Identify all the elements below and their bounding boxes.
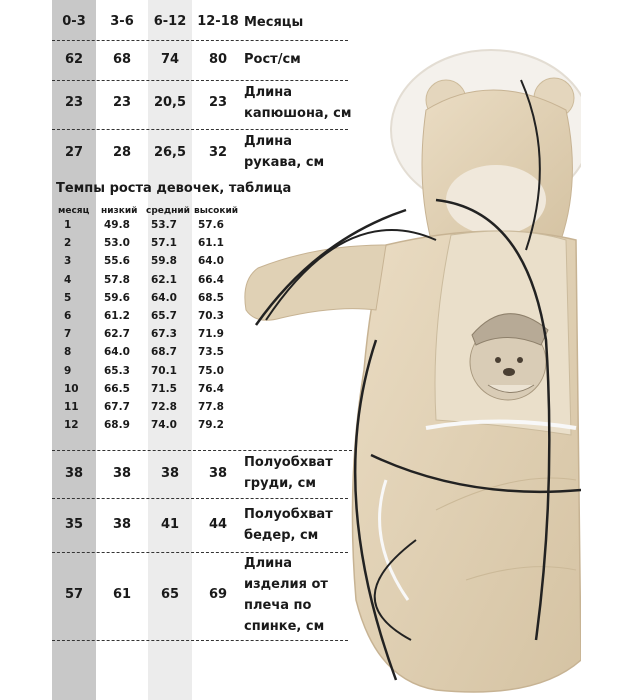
row-label-length-line1: Длина <box>244 556 292 571</box>
growth-value-cell: 73.5 <box>198 346 224 359</box>
growth-value-cell: 67.3 <box>151 328 177 341</box>
growth-value-cell: 61.2 <box>104 310 130 322</box>
cell: 28 <box>112 145 132 160</box>
growth-month-cell: 2 <box>64 237 72 250</box>
growth-value-cell: 57.8 <box>104 273 130 286</box>
growth-month-cell: 4 <box>64 273 72 286</box>
growth-value-cell: 71.9 <box>198 328 224 341</box>
growth-header-mid: средний <box>146 206 190 216</box>
growth-value-cell: 64.0 <box>104 346 130 359</box>
divider <box>52 498 348 499</box>
cell: 38 <box>112 466 132 481</box>
growth-value-cell: 68.5 <box>198 291 224 304</box>
growth-value-cell: 66.5 <box>104 382 130 395</box>
growth-value-cell: 74.0 <box>151 419 177 432</box>
row-label-length-line2: изделия от <box>244 577 328 592</box>
growth-value-cell: 64.0 <box>198 255 224 268</box>
growth-value-cell: 79.2 <box>198 419 224 432</box>
cell: 44 <box>208 517 228 532</box>
cell: 23 <box>64 95 84 110</box>
growth-month-cell: 11 <box>64 401 79 413</box>
cell: 74 <box>160 52 180 67</box>
growth-header-high: высокий <box>194 206 239 216</box>
growth-value-cell: 53.7 <box>151 219 177 231</box>
header-label-months: Месяцы <box>244 15 304 30</box>
cell: 32 <box>208 145 228 160</box>
cell: 69 <box>208 587 228 602</box>
cell: 41 <box>160 517 180 532</box>
growth-value-cell: 68.7 <box>151 346 177 359</box>
growth-value-cell: 59.8 <box>151 255 177 268</box>
row-label-chest-line1: Полуобхват <box>244 455 333 470</box>
cell: 23 <box>112 95 132 110</box>
row-label-length-line3: плеча по <box>244 598 312 613</box>
growth-month-cell: 8 <box>64 346 72 359</box>
cell: 38 <box>64 466 84 481</box>
growth-value-cell: 53.0 <box>104 237 130 250</box>
growth-header-month: месяц <box>58 206 90 216</box>
divider <box>52 80 348 81</box>
growth-value-cell: 62.7 <box>104 328 130 341</box>
growth-value-cell: 55.6 <box>104 255 130 268</box>
cell: 65 <box>160 587 180 602</box>
cell: 61 <box>112 587 132 602</box>
row-label-length-line4: спинке, см <box>244 619 325 634</box>
divider <box>52 450 352 451</box>
growth-month-cell: 1 <box>64 219 72 231</box>
growth-value-cell: 68.9 <box>104 419 130 432</box>
cell: 27 <box>64 145 84 160</box>
header-12-18: 12-18 <box>197 14 239 29</box>
cell: 38 <box>160 466 180 481</box>
divider <box>52 552 348 553</box>
cell: 38 <box>112 517 132 532</box>
growth-value-cell: 57.6 <box>198 219 224 231</box>
growth-value-cell: 71.5 <box>151 382 177 395</box>
cell: 80 <box>208 52 228 67</box>
cell: 57 <box>64 587 84 602</box>
row-label-sleeve-line2: рукава, см <box>244 155 325 170</box>
growth-month-cell: 9 <box>64 364 72 377</box>
growth-month-cell: 7 <box>64 328 72 341</box>
growth-value-cell: 59.6 <box>104 291 130 304</box>
row-label-chest-line2: груди, см <box>244 476 316 491</box>
growth-table-title: Темпы роста девочек, таблица <box>56 181 292 196</box>
header-6-12: 6-12 <box>153 14 187 29</box>
growth-value-cell: 77.8 <box>198 401 224 413</box>
growth-value-cell: 49.8 <box>104 219 130 231</box>
growth-month-cell: 12 <box>64 419 79 432</box>
growth-value-cell: 65.3 <box>104 364 130 377</box>
growth-value-cell: 62.1 <box>151 273 177 286</box>
row-label-sleeve-line1: Длина <box>244 134 292 149</box>
cell: 68 <box>112 52 132 67</box>
row-label-hood-line2: капюшона, см <box>244 106 352 121</box>
growth-value-cell: 66.4 <box>198 273 224 286</box>
growth-month-cell: 6 <box>64 310 72 322</box>
growth-value-cell: 64.0 <box>151 291 177 304</box>
growth-value-cell: 57.1 <box>151 237 177 250</box>
divider <box>52 40 348 41</box>
growth-month-cell: 3 <box>64 255 72 268</box>
growth-month-cell: 10 <box>64 382 79 395</box>
cell: 35 <box>64 517 84 532</box>
row-label-hips-line1: Полуобхват <box>244 507 333 522</box>
header-0-3: 0-3 <box>62 14 86 29</box>
row-label-hood-line1: Длина <box>244 85 292 100</box>
growth-value-cell: 72.8 <box>151 401 177 413</box>
growth-value-cell: 65.7 <box>151 310 177 322</box>
growth-value-cell: 76.4 <box>198 382 224 395</box>
growth-value-cell: 67.7 <box>104 401 130 413</box>
cell: 38 <box>208 466 228 481</box>
growth-value-cell: 70.3 <box>198 310 224 322</box>
cell: 62 <box>64 52 84 67</box>
cell: 26,5 <box>153 145 187 160</box>
header-3-6: 3-6 <box>110 14 134 29</box>
divider <box>52 640 348 641</box>
growth-value-cell: 61.1 <box>198 237 224 250</box>
growth-header-low: низкий <box>101 206 138 216</box>
cell: 23 <box>208 95 228 110</box>
growth-month-cell: 5 <box>64 291 72 304</box>
growth-value-cell: 70.1 <box>151 364 177 377</box>
divider <box>52 129 348 130</box>
cell: 20,5 <box>153 95 187 110</box>
growth-value-cell: 75.0 <box>198 364 224 377</box>
row-label-hips-line2: бедер, см <box>244 528 319 543</box>
row-label-height: Рост/см <box>244 52 301 67</box>
